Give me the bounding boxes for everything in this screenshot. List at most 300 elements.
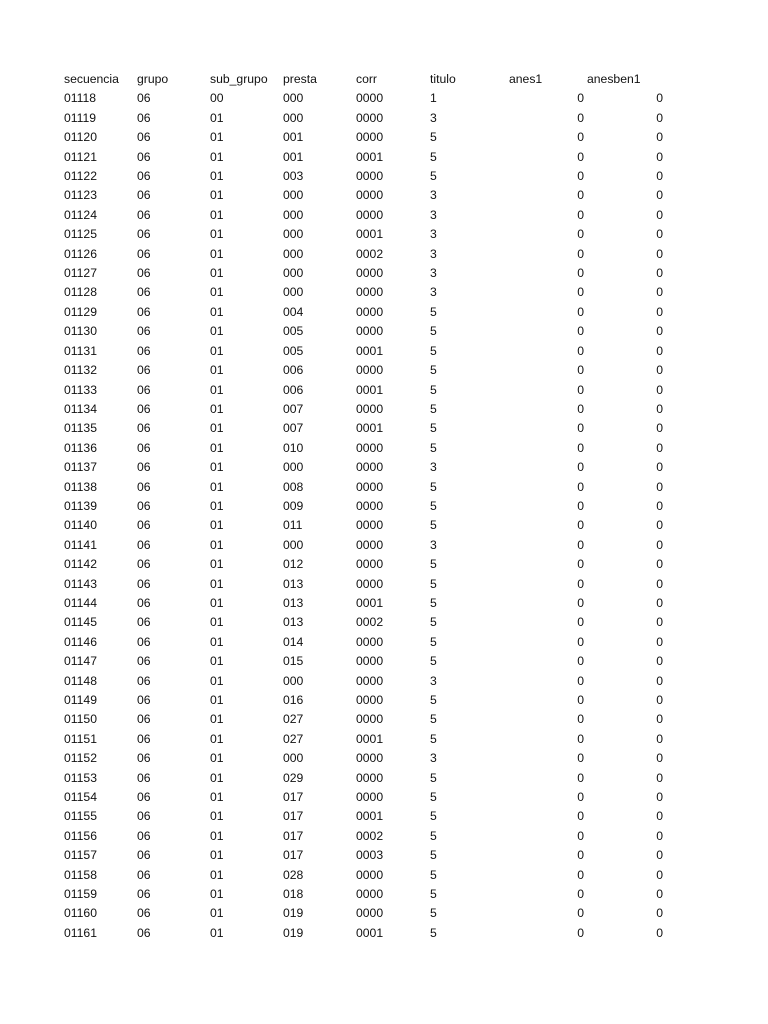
cell-anes1: 0 <box>577 673 584 688</box>
cell-titulo: 5 <box>430 518 437 533</box>
cell-sub-grupo: 00 <box>210 91 224 106</box>
cell-anes1: 0 <box>577 324 584 339</box>
cell-anes1: 0 <box>577 751 584 766</box>
header-anes1: anes1 <box>509 72 543 86</box>
table-row <box>64 672 666 691</box>
cell-titulo: 5 <box>430 731 437 746</box>
cell-presta: 013 <box>283 595 304 610</box>
cell-sub-grupo: 01 <box>210 654 224 669</box>
cell-sub-grupo: 01 <box>210 906 224 921</box>
cell-anesben1: 0 <box>656 304 663 319</box>
cell-grupo: 06 <box>137 634 151 649</box>
table-row <box>64 89 666 108</box>
cell-anesben1: 0 <box>656 246 663 261</box>
cell-titulo: 5 <box>430 382 437 397</box>
table-row <box>64 846 666 865</box>
cell-presta: 009 <box>283 498 304 513</box>
cell-anesben1: 0 <box>656 440 663 455</box>
cell-presta: 001 <box>283 130 304 145</box>
cell-anesben1: 0 <box>656 790 663 805</box>
cell-sub-grupo: 01 <box>210 634 224 649</box>
table-row <box>64 478 666 497</box>
cell-titulo: 5 <box>430 925 437 940</box>
cell-sub-grupo: 01 <box>210 130 224 145</box>
cell-secuencia: 01156 <box>64 828 97 843</box>
cell-sub-grupo: 01 <box>210 149 224 164</box>
cell-sub-grupo: 01 <box>210 440 224 455</box>
cell-titulo: 5 <box>430 304 437 319</box>
cell-corr: 0002 <box>356 615 384 630</box>
table-row <box>64 769 666 788</box>
cell-secuencia: 01132 <box>64 363 97 378</box>
cell-presta: 000 <box>283 227 304 242</box>
cell-grupo: 06 <box>137 925 151 940</box>
cell-secuencia: 01157 <box>64 848 97 863</box>
cell-anes1: 0 <box>577 285 584 300</box>
table-row <box>64 128 666 147</box>
cell-grupo: 06 <box>137 169 151 184</box>
cell-corr: 0001 <box>356 809 384 824</box>
cell-presta: 003 <box>283 169 304 184</box>
cell-anes1: 0 <box>577 401 584 416</box>
cell-presta: 000 <box>283 673 304 688</box>
data-sheet <box>64 70 704 943</box>
cell-titulo: 1 <box>430 91 437 106</box>
cell-corr: 0001 <box>356 382 384 397</box>
cell-sub-grupo: 01 <box>210 110 224 125</box>
cell-anes1: 0 <box>577 518 584 533</box>
cell-corr: 0000 <box>356 285 384 300</box>
cell-corr: 0000 <box>356 91 384 106</box>
cell-corr: 0001 <box>356 227 384 242</box>
cell-presta: 008 <box>283 479 304 494</box>
cell-corr: 0000 <box>356 867 384 882</box>
cell-presta: 029 <box>283 770 304 785</box>
cell-presta: 007 <box>283 401 304 416</box>
cell-grupo: 06 <box>137 246 151 261</box>
cell-secuencia: 01145 <box>64 615 97 630</box>
cell-presta: 001 <box>283 149 304 164</box>
cell-anesben1: 0 <box>656 149 663 164</box>
cell-sub-grupo: 01 <box>210 693 224 707</box>
cell-grupo: 06 <box>137 227 151 242</box>
table-row <box>64 730 666 749</box>
cell-corr: 0000 <box>356 401 384 416</box>
cell-sub-grupo: 01 <box>210 615 224 630</box>
cell-grupo: 06 <box>137 304 151 319</box>
cell-presta: 012 <box>283 557 304 572</box>
cell-anes1: 0 <box>577 770 584 785</box>
cell-titulo: 5 <box>430 363 437 378</box>
cell-secuencia: 01119 <box>64 110 97 125</box>
cell-sub-grupo: 01 <box>210 576 224 591</box>
cell-grupo: 06 <box>137 440 151 455</box>
cell-grupo: 06 <box>137 790 151 805</box>
table-row <box>64 691 666 710</box>
cell-corr: 0000 <box>356 790 384 805</box>
cell-sub-grupo: 01 <box>210 207 224 222</box>
cell-anes1: 0 <box>577 91 584 106</box>
cell-anesben1: 0 <box>656 401 663 416</box>
header-corr: corr <box>356 72 377 86</box>
cell-corr: 0002 <box>356 828 384 843</box>
cell-anesben1: 0 <box>656 693 663 707</box>
cell-presta: 011 <box>283 518 303 533</box>
cell-presta: 027 <box>283 712 304 727</box>
cell-corr: 0000 <box>356 207 384 222</box>
table-row <box>64 322 666 341</box>
cell-anesben1: 0 <box>656 285 663 300</box>
cell-corr: 0000 <box>356 518 384 533</box>
cell-sub-grupo: 01 <box>210 809 224 824</box>
cell-secuencia: 01142 <box>64 557 97 572</box>
cell-secuencia: 01137 <box>64 460 97 475</box>
cell-sub-grupo: 01 <box>210 731 224 746</box>
cell-anesben1: 0 <box>656 770 663 785</box>
cell-anes1: 0 <box>577 615 584 630</box>
cell-titulo: 5 <box>430 557 437 572</box>
cell-grupo: 06 <box>137 557 151 572</box>
cell-anesben1: 0 <box>656 751 663 766</box>
cell-secuencia: 01139 <box>64 498 97 513</box>
cell-anesben1: 0 <box>656 169 663 184</box>
cell-anesben1: 0 <box>656 576 663 591</box>
table-row <box>64 885 666 904</box>
cell-grupo: 06 <box>137 537 151 552</box>
cell-anesben1: 0 <box>656 363 663 378</box>
cell-sub-grupo: 01 <box>210 673 224 688</box>
cell-sub-grupo: 01 <box>210 188 224 203</box>
cell-anes1: 0 <box>577 537 584 552</box>
cell-grupo: 06 <box>137 518 151 533</box>
table-row <box>64 594 666 613</box>
cell-titulo: 3 <box>430 673 437 688</box>
table-row <box>64 225 666 244</box>
cell-anesben1: 0 <box>656 848 663 863</box>
cell-grupo: 06 <box>137 751 151 766</box>
cell-sub-grupo: 01 <box>210 421 224 436</box>
cell-anes1: 0 <box>577 731 584 746</box>
table-row <box>64 555 666 574</box>
cell-sub-grupo: 01 <box>210 246 224 261</box>
cell-titulo: 3 <box>430 188 437 203</box>
cell-corr: 0000 <box>356 169 384 184</box>
table-row <box>64 245 666 264</box>
cell-secuencia: 01134 <box>64 401 97 416</box>
cell-anes1: 0 <box>577 440 584 455</box>
cell-secuencia: 01126 <box>64 246 97 261</box>
cell-secuencia: 01154 <box>64 790 97 805</box>
cell-grupo: 06 <box>137 149 151 164</box>
cell-corr: 0001 <box>356 421 384 436</box>
cell-corr: 0000 <box>356 693 384 707</box>
cell-anes1: 0 <box>577 576 584 591</box>
cell-corr: 0001 <box>356 343 384 358</box>
cell-anesben1: 0 <box>656 110 663 125</box>
table-body <box>64 89 666 943</box>
table-row <box>64 283 666 302</box>
cell-secuencia: 01122 <box>64 169 97 184</box>
cell-secuencia: 01158 <box>64 867 97 882</box>
cell-anesben1: 0 <box>656 712 663 727</box>
cell-anes1: 0 <box>577 867 584 882</box>
cell-anesben1: 0 <box>656 421 663 436</box>
cell-titulo: 3 <box>430 751 437 766</box>
cell-titulo: 5 <box>430 440 437 455</box>
cell-presta: 017 <box>283 790 304 805</box>
cell-corr: 0001 <box>356 149 384 164</box>
cell-secuencia: 01118 <box>64 91 97 106</box>
cell-anes1: 0 <box>577 382 584 397</box>
header-secuencia: secuencia <box>64 72 119 86</box>
cell-grupo: 06 <box>137 867 151 882</box>
cell-sub-grupo: 01 <box>210 266 224 281</box>
cell-corr: 0000 <box>356 576 384 591</box>
cell-grupo: 06 <box>137 343 151 358</box>
cell-titulo: 5 <box>430 848 437 863</box>
cell-anes1: 0 <box>577 246 584 261</box>
header-presta: presta <box>283 72 317 86</box>
cell-secuencia: 01148 <box>64 673 97 688</box>
cell-anes1: 0 <box>577 712 584 727</box>
cell-secuencia: 01144 <box>64 595 97 610</box>
cell-corr: 0000 <box>356 110 384 125</box>
cell-grupo: 06 <box>137 576 151 591</box>
cell-secuencia: 01127 <box>64 266 97 281</box>
cell-corr: 0001 <box>356 595 384 610</box>
cell-secuencia: 01124 <box>64 207 97 222</box>
cell-presta: 027 <box>283 731 304 746</box>
table-row <box>64 497 666 516</box>
cell-secuencia: 01160 <box>64 906 97 921</box>
cell-anesben1: 0 <box>656 130 663 145</box>
cell-titulo: 5 <box>430 576 437 591</box>
cell-secuencia: 01146 <box>64 634 97 649</box>
cell-secuencia: 01150 <box>64 712 97 727</box>
cell-presta: 000 <box>283 110 304 125</box>
cell-corr: 0001 <box>356 731 384 746</box>
cell-anes1: 0 <box>577 343 584 358</box>
table-row <box>64 536 666 555</box>
table-row <box>64 458 666 477</box>
table-row <box>64 613 666 632</box>
cell-titulo: 5 <box>430 906 437 921</box>
cell-presta: 000 <box>283 285 304 300</box>
cell-corr: 0000 <box>356 440 384 455</box>
cell-titulo: 3 <box>430 285 437 300</box>
cell-grupo: 06 <box>137 188 151 203</box>
table-row <box>64 904 666 923</box>
cell-anesben1: 0 <box>656 343 663 358</box>
cell-titulo: 3 <box>430 227 437 242</box>
header-anesben1: anesben1 <box>587 72 641 86</box>
cell-presta: 028 <box>283 867 304 882</box>
table-row <box>64 186 666 205</box>
table-row <box>64 342 666 361</box>
cell-grupo: 06 <box>137 595 151 610</box>
cell-titulo: 5 <box>430 595 437 610</box>
cell-sub-grupo: 01 <box>210 169 224 184</box>
cell-presta: 000 <box>283 91 304 106</box>
cell-titulo: 5 <box>430 693 437 707</box>
cell-anesben1: 0 <box>656 731 663 746</box>
cell-grupo: 06 <box>137 479 151 494</box>
cell-secuencia: 01152 <box>64 751 97 766</box>
cell-anesben1: 0 <box>656 654 663 669</box>
cell-titulo: 5 <box>430 479 437 494</box>
cell-sub-grupo: 01 <box>210 848 224 863</box>
table-row <box>64 866 666 885</box>
cell-corr: 0003 <box>356 848 384 863</box>
table-row <box>64 264 666 283</box>
cell-grupo: 06 <box>137 673 151 688</box>
cell-corr: 0000 <box>356 887 384 902</box>
cell-sub-grupo: 01 <box>210 460 224 475</box>
cell-corr: 0000 <box>356 266 384 281</box>
cell-grupo: 06 <box>137 906 151 921</box>
cell-secuencia: 01138 <box>64 479 97 494</box>
cell-grupo: 06 <box>137 770 151 785</box>
cell-titulo: 5 <box>430 809 437 824</box>
cell-secuencia: 01125 <box>64 227 97 242</box>
cell-sub-grupo: 01 <box>210 343 224 358</box>
cell-secuencia: 01135 <box>64 421 97 436</box>
cell-presta: 017 <box>283 828 304 843</box>
cell-anesben1: 0 <box>656 91 663 106</box>
cell-anes1: 0 <box>577 421 584 436</box>
cell-secuencia: 01131 <box>64 343 97 358</box>
cell-anesben1: 0 <box>656 188 663 203</box>
table-row <box>64 710 666 729</box>
cell-corr: 0000 <box>356 304 384 319</box>
cell-secuencia: 01149 <box>64 693 97 707</box>
cell-anesben1: 0 <box>656 867 663 882</box>
cell-sub-grupo: 01 <box>210 518 224 533</box>
cell-grupo: 06 <box>137 460 151 475</box>
cell-presta: 006 <box>283 382 304 397</box>
table-row <box>64 633 666 652</box>
cell-presta: 013 <box>283 615 304 630</box>
cell-titulo: 5 <box>430 887 437 902</box>
cell-anesben1: 0 <box>656 498 663 513</box>
cell-anesben1: 0 <box>656 595 663 610</box>
cell-titulo: 3 <box>430 207 437 222</box>
table-row <box>64 652 666 671</box>
cell-grupo: 06 <box>137 809 151 824</box>
cell-secuencia: 01133 <box>64 382 97 397</box>
cell-grupo: 06 <box>137 207 151 222</box>
header-titulo: titulo <box>430 72 456 86</box>
cell-secuencia: 01121 <box>64 149 97 164</box>
cell-titulo: 5 <box>430 654 437 669</box>
cell-presta: 000 <box>283 188 304 203</box>
cell-sub-grupo: 01 <box>210 887 224 902</box>
cell-grupo: 06 <box>137 324 151 339</box>
cell-sub-grupo: 01 <box>210 324 224 339</box>
cell-grupo: 06 <box>137 363 151 378</box>
cell-corr: 0000 <box>356 557 384 572</box>
cell-presta: 000 <box>283 751 304 766</box>
cell-sub-grupo: 01 <box>210 498 224 513</box>
cell-titulo: 5 <box>430 867 437 882</box>
cell-presta: 017 <box>283 809 304 824</box>
cell-titulo: 5 <box>430 130 437 145</box>
cell-anes1: 0 <box>577 693 584 707</box>
cell-presta: 017 <box>283 848 304 863</box>
cell-anes1: 0 <box>577 149 584 164</box>
cell-anesben1: 0 <box>656 634 663 649</box>
cell-grupo: 06 <box>137 828 151 843</box>
cell-sub-grupo: 01 <box>210 557 224 572</box>
cell-sub-grupo: 01 <box>210 285 224 300</box>
cell-secuencia: 01141 <box>64 537 97 552</box>
table-row <box>64 516 666 535</box>
cell-sub-grupo: 01 <box>210 751 224 766</box>
table-row <box>64 361 666 380</box>
cell-grupo: 06 <box>137 693 151 707</box>
cell-secuencia: 01161 <box>64 925 97 940</box>
cell-anesben1: 0 <box>656 207 663 222</box>
cell-anesben1: 0 <box>656 887 663 902</box>
cell-corr: 0000 <box>356 537 384 552</box>
cell-presta: 018 <box>283 887 304 902</box>
table-row <box>64 924 666 943</box>
cell-titulo: 5 <box>430 343 437 358</box>
cell-presta: 005 <box>283 324 304 339</box>
cell-grupo: 06 <box>137 654 151 669</box>
cell-anesben1: 0 <box>656 266 663 281</box>
cell-corr: 0000 <box>356 634 384 649</box>
cell-secuencia: 01159 <box>64 887 97 902</box>
cell-anesben1: 0 <box>656 828 663 843</box>
cell-secuencia: 01123 <box>64 188 97 203</box>
cell-anesben1: 0 <box>656 615 663 630</box>
cell-anesben1: 0 <box>656 537 663 552</box>
cell-presta: 000 <box>283 460 304 475</box>
cell-corr: 0000 <box>356 460 384 475</box>
cell-sub-grupo: 01 <box>210 382 224 397</box>
cell-secuencia: 01151 <box>64 731 97 746</box>
cell-anes1: 0 <box>577 266 584 281</box>
cell-presta: 000 <box>283 537 304 552</box>
cell-grupo: 06 <box>137 498 151 513</box>
cell-titulo: 5 <box>430 149 437 164</box>
cell-corr: 0000 <box>356 712 384 727</box>
cell-titulo: 5 <box>430 498 437 513</box>
cell-anesben1: 0 <box>656 518 663 533</box>
table-row <box>64 148 666 167</box>
header-sub-grupo: sub_grupo <box>210 72 268 86</box>
cell-titulo: 5 <box>430 324 437 339</box>
cell-corr: 0000 <box>356 673 384 688</box>
cell-corr: 0000 <box>356 324 384 339</box>
cell-corr: 0000 <box>356 654 384 669</box>
header-row <box>64 70 666 89</box>
cell-secuencia: 01130 <box>64 324 97 339</box>
cell-corr: 0002 <box>356 246 384 261</box>
header-grupo: grupo <box>137 72 169 86</box>
cell-anes1: 0 <box>577 207 584 222</box>
table-row <box>64 400 666 419</box>
cell-titulo: 5 <box>430 401 437 416</box>
cell-grupo: 06 <box>137 401 151 416</box>
cell-sub-grupo: 01 <box>210 363 224 378</box>
cell-anes1: 0 <box>577 498 584 513</box>
cell-anesben1: 0 <box>656 673 663 688</box>
cell-secuencia: 01128 <box>64 285 97 300</box>
cell-grupo: 06 <box>137 130 151 145</box>
cell-anes1: 0 <box>577 654 584 669</box>
